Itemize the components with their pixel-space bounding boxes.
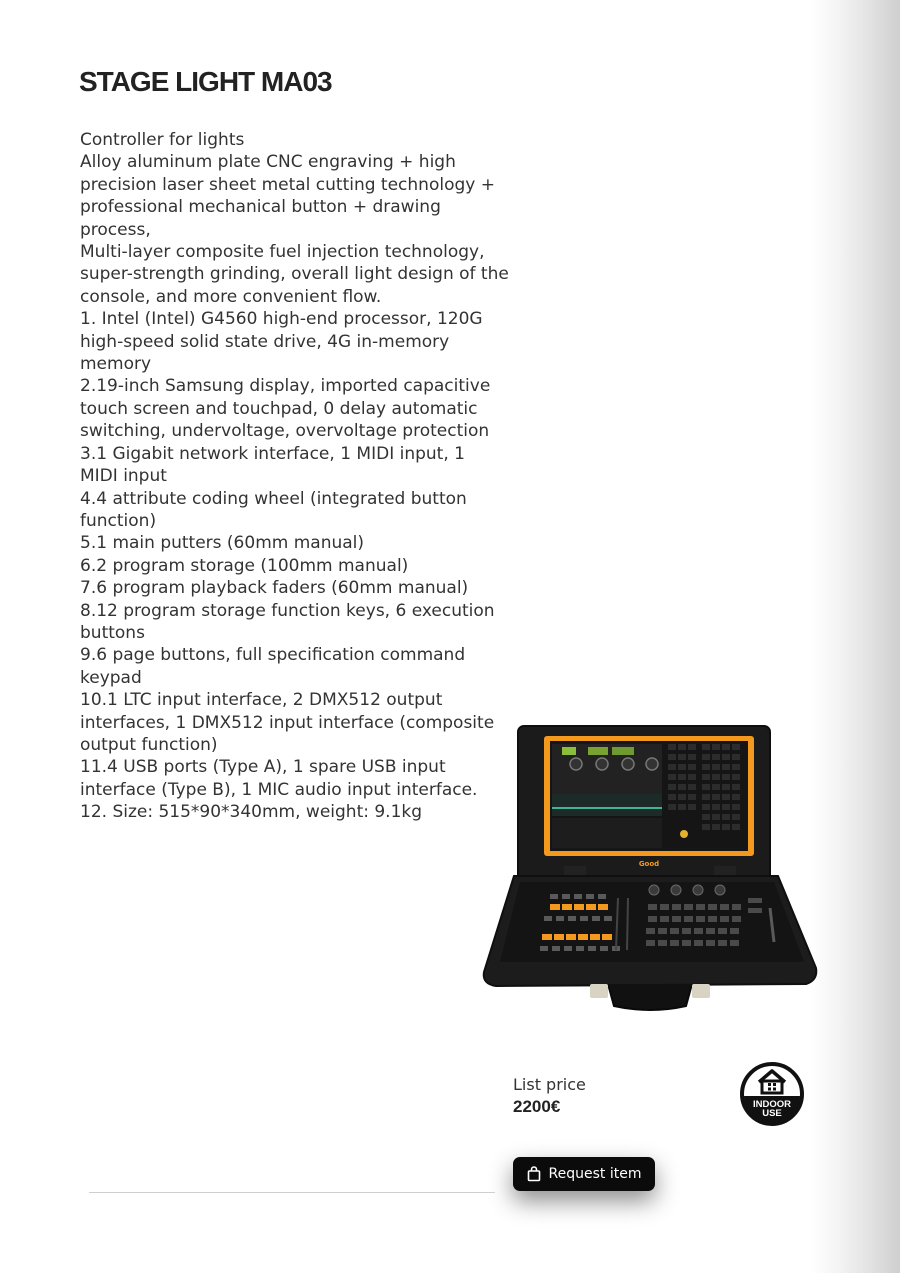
- description-line: touch screen and touchpad, 0 delay automatic: [80, 398, 478, 419]
- product-title: STAGE LIGHT MA03: [79, 66, 332, 97]
- description-line: function): [80, 510, 157, 531]
- description-line: 3.1 Gigabit network interface, 1 MIDI input, 1: [80, 443, 465, 464]
- description-line: professional mechanical button + drawing: [80, 197, 441, 218]
- description-line: 12. Size: 515*90*340mm, weight: 9.1kg: [80, 802, 423, 823]
- description-line: 9.6 page buttons, full specification command: [80, 645, 466, 666]
- description-line: 4.4 attribute coding wheel (integrated button: [80, 488, 467, 509]
- description-line: 5.1 main putters (60mm manual): [80, 533, 365, 554]
- description-line: 7.6 program playback faders (60mm manual): [80, 578, 469, 599]
- screen-brand-label: Good: [638, 860, 660, 868]
- description-line: MIDI input: [80, 466, 167, 487]
- description-line: 1. Intel (Intel) G4560 high-end processor, 120G: [80, 309, 483, 330]
- shopping-bag-icon: [527, 1166, 541, 1182]
- list-price-value: 2200€: [513, 1097, 561, 1116]
- description-line: 10.1 LTC input interface, 2 DMX512 output: [80, 690, 443, 711]
- description-line: interfaces, 1 DMX512 input interface (composite: [80, 712, 495, 733]
- description-line: memory: [80, 354, 152, 375]
- description-line: 11.4 USB ports (Type A), 1 spare USB input: [80, 757, 446, 778]
- description-line: Alloy aluminum plate CNC engraving + high: [80, 152, 456, 173]
- description-line: interface (Type B), 1 MIC audio input interface.: [80, 779, 478, 800]
- description-line: 6.2 program storage (100mm manual): [80, 555, 409, 576]
- description-line: 8.12 program storage function keys, 6 execution: [80, 600, 495, 621]
- description-line: precision laser sheet metal cutting technology +: [80, 174, 495, 195]
- description-line: Controller for lights: [80, 130, 245, 150]
- description-line: high-speed solid state drive, 4G in-memory: [80, 331, 450, 352]
- description-line: Multi-layer composite fuel injection technology,: [80, 242, 485, 263]
- badge-label-line2: USE: [762, 1108, 782, 1119]
- description-line: keypad: [80, 667, 142, 688]
- divider: [89, 1192, 495, 1193]
- request-item-button[interactable]: [513, 1157, 655, 1191]
- description-line: console, and more convenient flow.: [80, 286, 382, 307]
- request-item-label: Request item: [548, 1166, 642, 1182]
- price-block: [513, 1074, 586, 1118]
- product-description: [80, 129, 510, 824]
- description-line: super-strength grinding, overall light design of the: [80, 264, 509, 285]
- description-line: process,: [80, 219, 151, 240]
- list-price-label: List price: [513, 1075, 586, 1094]
- product-image: [478, 722, 823, 1014]
- indoor-use-badge: [738, 1062, 806, 1126]
- description-line: buttons: [80, 622, 145, 643]
- description-line: 2.19-inch Samsung display, imported capacitive: [80, 376, 491, 397]
- description-line: output function): [80, 734, 218, 755]
- description-line: switching, undervoltage, overvoltage protection: [80, 421, 490, 442]
- badge-label-line1: INDOOR: [753, 1099, 791, 1110]
